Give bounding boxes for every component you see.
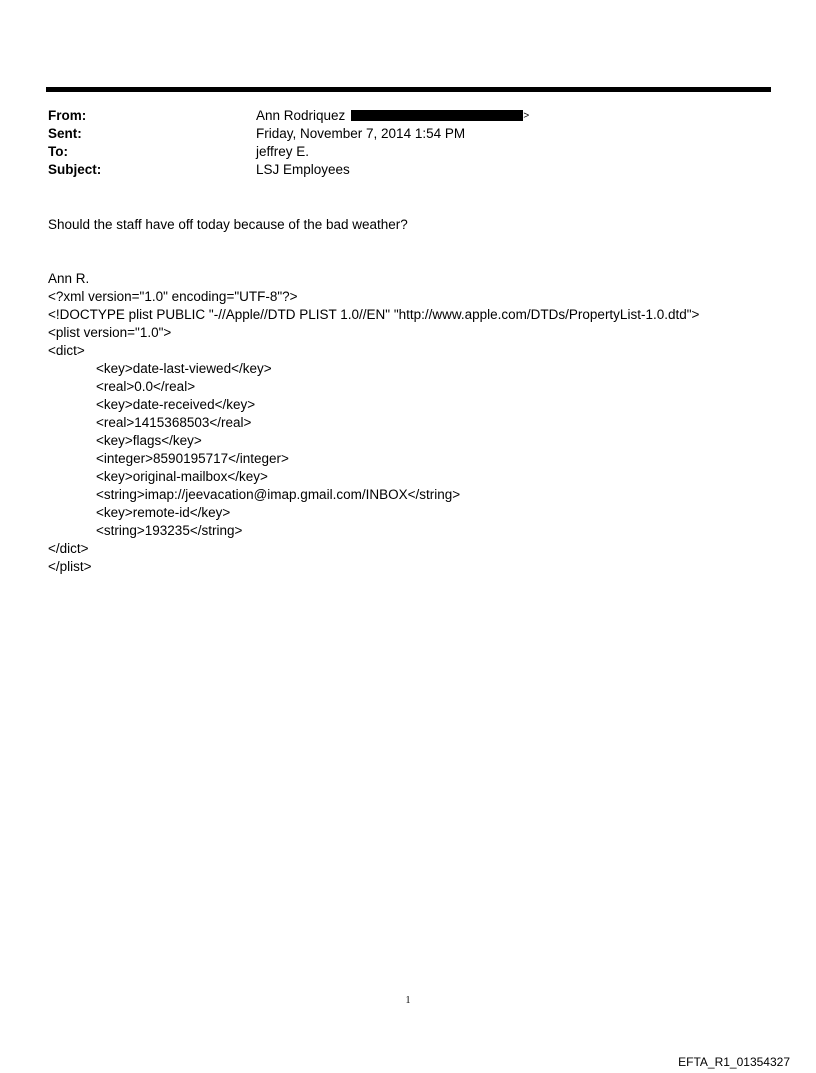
from-value <box>256 107 529 125</box>
plist-line: <real>0.0</real> <box>96 379 196 394</box>
signature: Ann R. <box>48 271 90 286</box>
plist-line: <dict> <box>48 343 85 358</box>
plist-line: <key>date-received</key> <box>96 397 256 412</box>
to-row <box>48 143 768 161</box>
from-row <box>48 107 768 125</box>
plist-line: <key>original-mailbox</key> <box>96 469 268 484</box>
subject-row <box>48 161 768 179</box>
to-value: jeffrey E. <box>256 144 310 159</box>
sent-row <box>48 125 768 143</box>
plist-line: <string>193235</string> <box>96 523 243 538</box>
plist-line: <key>remote-id</key> <box>96 505 231 520</box>
signature-block <box>48 270 748 576</box>
email-header <box>48 107 768 179</box>
plist-line: <!DOCTYPE plist PUBLIC "-//Apple//DTD PLIST 1.0//EN" "http://www.apple.com/DTDs/PropertyList-1.0.dtd"> <box>48 307 700 322</box>
plist-line: </dict> <box>48 541 89 556</box>
plist-line: <integer>8590195717</integer> <box>96 451 289 466</box>
plist-line: <plist version="1.0"> <box>48 325 172 340</box>
sent-value: Friday, November 7, 2014 1:54 PM <box>256 126 466 141</box>
document-id: EFTA_R1_01354327 <box>678 1055 790 1069</box>
sent-label: Sent: <box>48 126 82 141</box>
subject-value: LSJ Employees <box>256 162 350 177</box>
message-body: Should the staff have off today because of the bad weather? <box>48 217 408 232</box>
redaction-tail: > <box>523 110 530 122</box>
plist-line: <key>flags</key> <box>96 433 202 448</box>
plist-line: <key>date-last-viewed</key> <box>96 361 272 376</box>
plist-line: <real>1415368503</real> <box>96 415 252 430</box>
plist-line: </plist> <box>48 559 92 574</box>
redaction-bar <box>351 110 523 121</box>
to-label: To: <box>48 144 68 159</box>
sender-name: Ann Rodriquez <box>256 108 346 123</box>
plist-line: <?xml version="1.0" encoding="UTF-8"?> <box>48 289 298 304</box>
from-label: From: <box>48 108 87 123</box>
header-divider <box>46 87 771 92</box>
subject-label: Subject: <box>48 162 102 177</box>
page-number: 1 <box>405 995 411 1006</box>
plist-line: <string>imap://jeevacation@imap.gmail.com/INBOX</string> <box>96 487 461 502</box>
